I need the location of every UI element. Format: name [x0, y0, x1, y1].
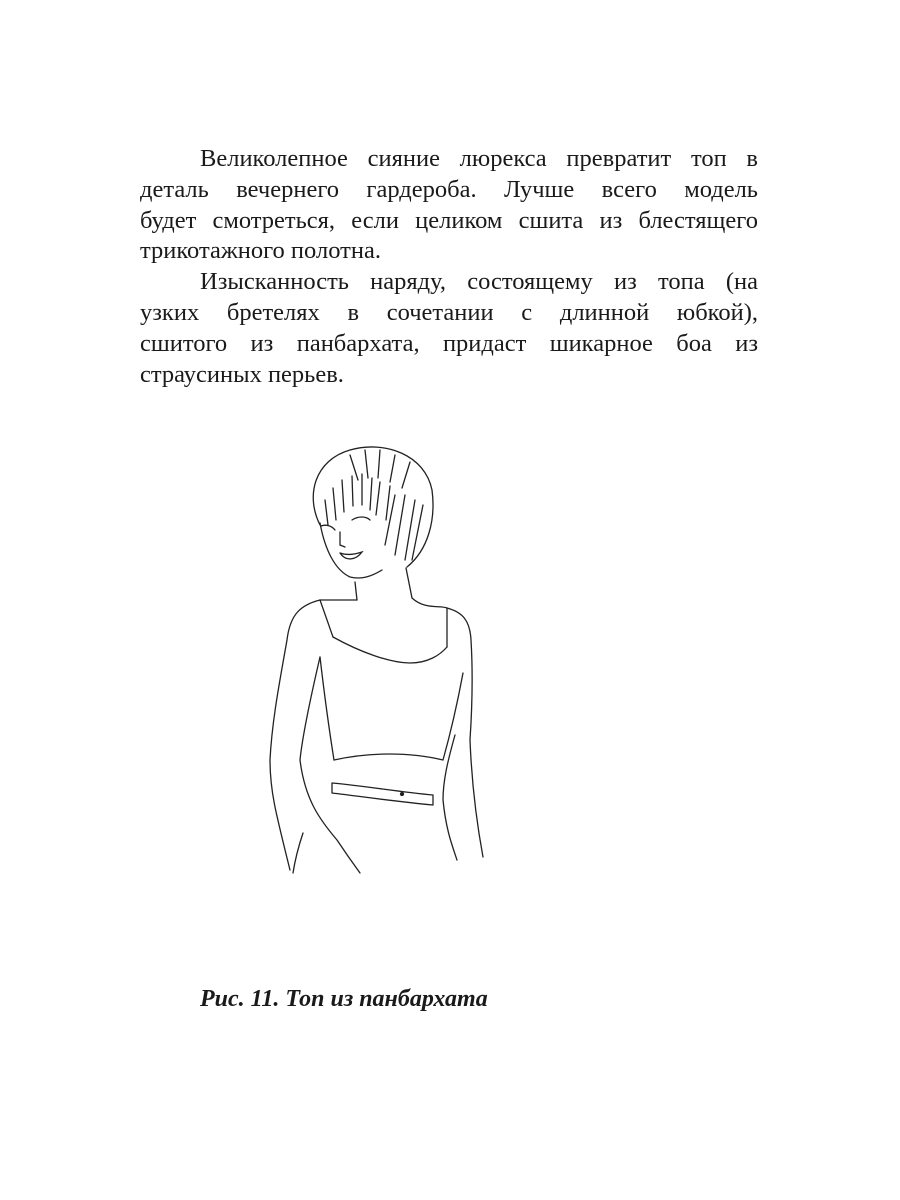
- text-line: трикотажного полотна.: [140, 237, 381, 265]
- waistband: [332, 783, 433, 805]
- hair: [313, 447, 433, 567]
- text-line: Изысканность наряду, состоящему из топа (на: [200, 268, 758, 296]
- text-line: узких бретелях в сочетании с длинной юбкой),: [140, 298, 758, 326]
- text-line: будет смотреться, если целиком сшита из блестящего: [140, 206, 758, 234]
- figure-caption: Рис. 11. Топ из панбархата: [200, 986, 488, 1012]
- text-line: сшитого из панбархата, придаст шикарное боа из: [140, 329, 758, 357]
- text-line: страусиных перьев.: [140, 360, 344, 388]
- top-garment: [320, 600, 463, 760]
- text-line: Великолепное сияние люрекса превратит топ в: [200, 145, 758, 172]
- text-line: деталь вечернего гардероба. Лучше всего модель: [140, 175, 758, 203]
- face: [320, 517, 382, 578]
- arms-and-body: [270, 600, 483, 873]
- neck-and-shoulders: [320, 568, 447, 608]
